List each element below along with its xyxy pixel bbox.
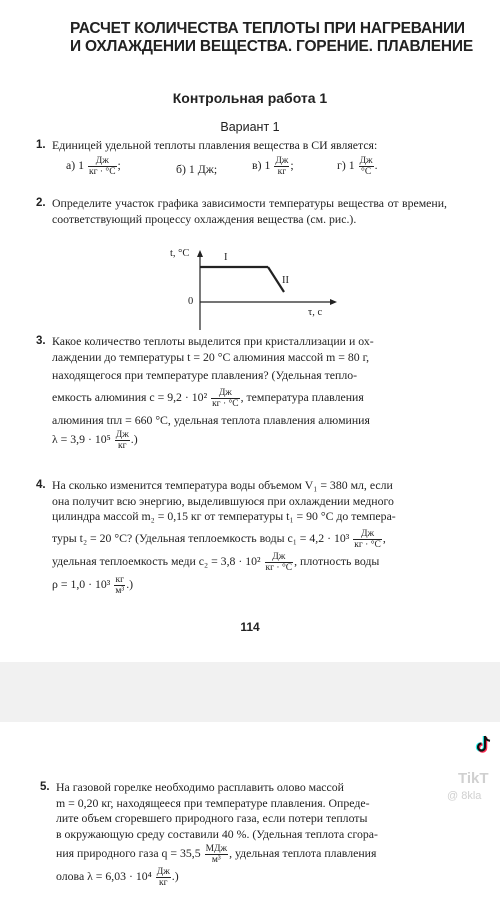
variant-label: Вариант 1	[220, 120, 280, 134]
textbook-page-115	[0, 722, 500, 920]
question-number: 1.	[36, 139, 46, 151]
question-line: Какое количество теплоты выделится при кристаллизации и ох-	[52, 334, 374, 348]
x-axis-arrow	[330, 299, 337, 305]
question-number: 4.	[36, 479, 46, 491]
option-a: а) 1 $\frac{Дж}{кг \cdot ^\circ С}$ ;	[66, 155, 121, 177]
answer-options	[52, 156, 447, 184]
y-axis-label: t, °C	[170, 248, 190, 259]
question-1	[36, 138, 447, 184]
question-line: лаждении до температуры t = 20 °С алюминия массой m = 80 г,	[52, 349, 370, 364]
test-title: Контрольная работа 1	[172, 90, 328, 106]
temperature-time-graph	[160, 250, 340, 335]
question-line: ния природного газа q = 35,5 $\frac{\text{МДж}}{\text{м³}}$ , удельная теплота плавления	[56, 844, 377, 865]
page-separator	[0, 662, 500, 722]
question-line: На газовой горелке необходимо расплавить олово массой	[56, 780, 344, 794]
question-line: цилиндра массой m₂ = 0,15 кг от температуры t₁ = 90 °С до темпера-	[52, 509, 396, 523]
page-number: 114	[240, 620, 260, 634]
chapter-title	[70, 20, 480, 56]
watermark-brand: TikT	[458, 770, 489, 787]
question-line: алюминия tпл = 660 °С, удельная теплота плавления алюминия	[52, 412, 370, 427]
question-line: ρ = 1,0 · 10³ $\frac{кг}{\text{м³}}$ .)	[52, 574, 134, 596]
question-4	[36, 478, 447, 596]
question-number: 2.	[36, 197, 46, 209]
question-line: емкость алюминия c = 9,2 · 10² $\frac{Дж}{кг \cdot ^\circ С}$ , температура плавления	[52, 387, 364, 409]
question-number: 5.	[40, 781, 50, 793]
chapter-title-line-2: И ОХЛАЖДЕНИИ ВЕЩЕСТВА. ГОРЕНИЕ. ПЛАВЛЕНИЕ	[70, 38, 473, 55]
tiktok-logo-icon	[473, 734, 495, 756]
question-2	[36, 196, 447, 227]
question-3	[36, 334, 447, 451]
graph-canvas	[160, 250, 340, 335]
question-text: Единицей удельной теплоты плавления вещества в СИ является:	[52, 138, 378, 152]
question-text: Определите участок графика зависимости температуры вещества от времени, соответствующий процессу охлаждения вещества (см. рис.).	[52, 196, 447, 226]
y-axis-arrow	[197, 250, 203, 257]
option-c: в) 1 $\frac{Дж}{кг}$ ;	[252, 155, 294, 177]
question-line: в окружающую среду составили 40 %. (Удельная теплота сгора-	[56, 826, 378, 841]
watermark-handle: @ 8kla	[447, 790, 482, 802]
origin-label: 0	[188, 296, 194, 307]
segment-i-label: I	[224, 252, 228, 263]
option-d: г) 1 $\frac{Дж}{^\circ С}$ .	[337, 155, 378, 177]
question-line: находящегося при температуре плавления? (Удельная тепло-	[52, 368, 358, 382]
option-b: б) 1 Дж;	[176, 161, 218, 176]
question-line: туры t₂ = 20 °С? (Удельная теплоемкость воды c₁ = 4,2 · 10³ $\frac{Дж}{кг \cdot ^\circ С}$ ,	[52, 528, 386, 550]
question-line: удельная теплоемкость меди c₂ = 3,8 · 10² $\frac{Дж}{кг \cdot ^\circ С}$ , плотность воды	[52, 551, 380, 573]
chapter-title-line-1: РАСЧЕТ КОЛИЧЕСТВА ТЕПЛОТЫ ПРИ НАГРЕВАНИИ	[70, 20, 465, 37]
question-line: она получит всю энергию, выделившуюся при охлаждении медного	[52, 493, 394, 508]
question-line: олова λ = 6,03 · 10⁴ $\frac{Дж}{кг}$ .)	[56, 867, 179, 888]
question-5	[40, 780, 440, 888]
question-line: m = 0,20 кг, находящееся при температуре плавления. Опреде-	[56, 795, 370, 810]
x-axis-label: τ, с	[308, 307, 323, 318]
question-line: λ = 3,9 · 10⁵ $\frac{Дж}{кг}$ .)	[52, 430, 138, 451]
question-number: 3.	[36, 335, 46, 347]
question-line: На сколько изменится температура воды объемом V₁ = 380 мл, если	[52, 478, 393, 492]
segment-ii-label: II	[282, 275, 289, 286]
question-line: лите объем сгоревшего природного газа, если потери теплоты	[56, 811, 368, 825]
